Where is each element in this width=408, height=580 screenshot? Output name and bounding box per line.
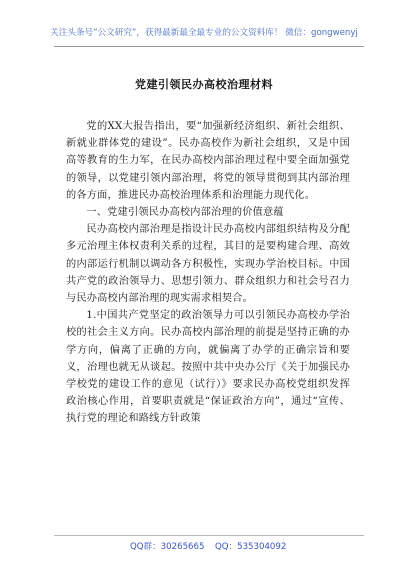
footer-qq-group: QQ群：30265665 — [130, 542, 205, 552]
document-title: 党建引领民办高校治理材料 — [135, 78, 273, 91]
header-promo-note: 关注头条号“公文研究”，获得最新最全最专业的公文资料库！ 微信：gongwenyj — [50, 28, 358, 38]
paragraph-point-1: 1.中国共产党坚定的政治领导力可以引领民办高校办学治校的社会主义方向。民办高校内部治理的前提是坚持正确的办学方向，偏离了正确的方向，就偏离了办学的正确宗旨和要义，治理也就无从谈起。按照中共中央办公厅《关于加强民办学校党的建设工作的意见（试行）》要求民办高校党组织发挥政治核心作用，首要职责就是“保证政治方向”，通过“宣传、执行党的理论和路线方针政策 — [66, 310, 350, 425]
section-heading: 一、党建引领民办高校内部治理的价值意蕴 — [86, 207, 284, 219]
header-divider — [54, 46, 364, 47]
footer-divider — [54, 535, 364, 536]
paragraph-definition: 民办高校内部治理是指设计民办高校内部组织结构及分配多元治理主体权责利关系的过程，其目的是要构建合理、高效的内部运行机制以调动各方积极性，实现办学治校目标。中国共产党的政治领导力、思想引领力、群众组织力和社会号召力与民办高校内部治理的现实需求相契合。 — [66, 224, 350, 305]
paragraph-intro: 党的XX大报告指出，要“加强新经济组织、新社会组织、新就业群体党的建设”。民办高校作为新社会组织，又是中国高等教育的生力军，在民办高校内部治理过程中要全面加强党的领导，以党建引领内部治理，将党的领导贯彻到其内部治理的各方面，推进民办高校治理体系和治理能力现代化。 — [66, 121, 350, 201]
footer-qq-contact: QQ：535304092 — [215, 542, 287, 552]
document-body — [66, 118, 350, 428]
